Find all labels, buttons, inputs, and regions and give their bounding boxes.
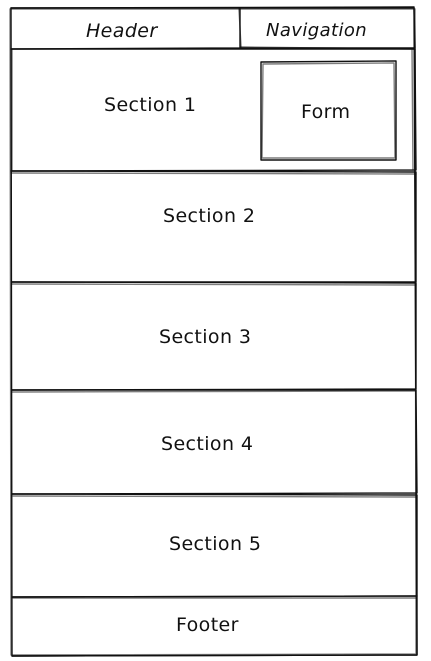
form-label: Form: [301, 101, 351, 123]
footer-label: Footer: [176, 614, 239, 636]
section-3-label: Section 3: [159, 326, 252, 348]
navigation-label: Navigation: [266, 20, 368, 41]
section-1-box: [11, 49, 416, 171]
section-2-label: Section 2: [163, 205, 256, 227]
header-label: Header: [86, 20, 158, 42]
section-5-label: Section 5: [169, 533, 262, 555]
section-1-label: Section 1: [104, 94, 197, 116]
section-4-label: Section 4: [161, 433, 254, 455]
